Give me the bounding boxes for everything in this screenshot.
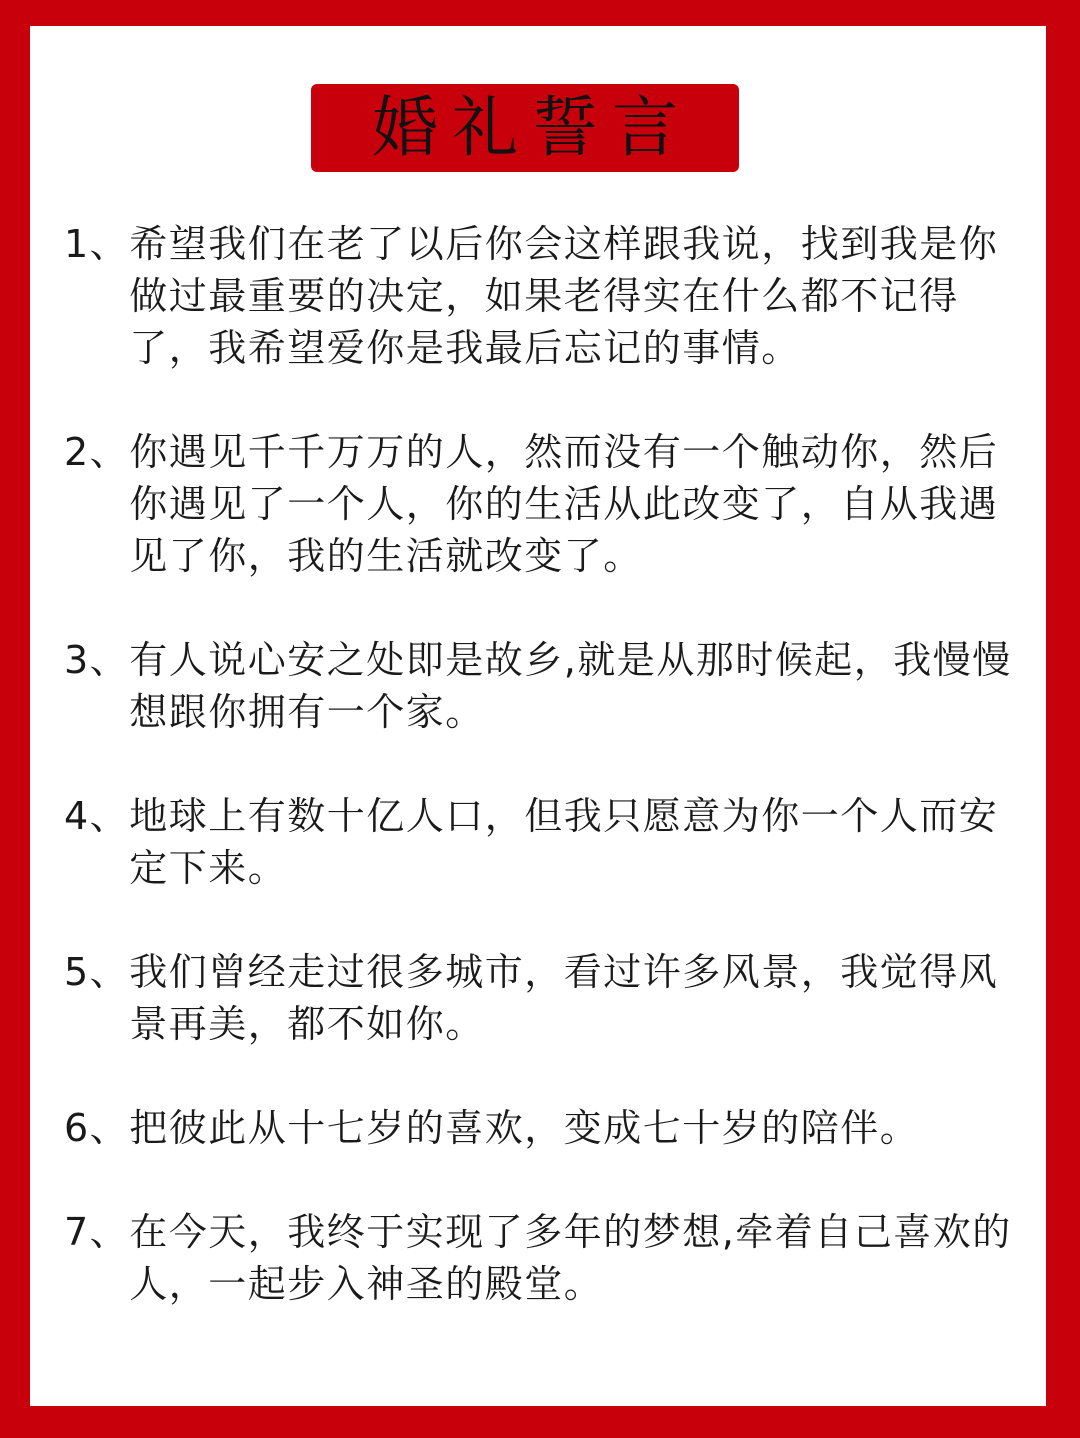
vow-text: 把彼此从十七岁的喜欢，变成七十岁的陪伴。: [129, 1106, 920, 1150]
content-card: [30, 26, 1046, 1406]
vow-number: 1、: [64, 222, 130, 266]
vow-number: 6、: [64, 1106, 130, 1150]
vow-item-7: [64, 1206, 1014, 1310]
page-title: 婚礼誓言: [372, 89, 692, 166]
vow-number: 4、: [64, 794, 130, 838]
vow-text: 我们曾经走过很多城市，看过许多风景，我觉得风景再美，都不如你。: [129, 950, 999, 1046]
vow-item-6: [64, 1102, 1014, 1154]
vow-number: 7、: [64, 1210, 130, 1254]
vow-number: 2、: [64, 430, 130, 474]
vow-item-2: [64, 426, 1014, 582]
vow-number: 3、: [64, 638, 130, 682]
vow-text: 希望我们在老了以后你会这样跟我说，找到我是你做过最重要的决定，如果老得实在什么都不记得了，我希望爱你是我最后忘记的事情。: [129, 222, 999, 370]
vow-number: 5、: [64, 950, 130, 994]
vow-item-3: [64, 634, 1014, 738]
vow-item-5: [64, 946, 1014, 1050]
title-banner: [311, 84, 739, 172]
vow-text: 有人说心安之处即是故乡,就是从那时候起，我慢慢想跟你拥有一个家。: [129, 638, 1012, 734]
vow-text: 在今天，我终于实现了多年的梦想,牵着自己喜欢的人，一起步入神圣的殿堂。: [129, 1210, 1012, 1306]
vow-text: 地球上有数十亿人口，但我只愿意为你一个人而安定下来。: [129, 794, 999, 890]
vow-item-4: [64, 790, 1014, 894]
vow-list: [64, 218, 1014, 1362]
vow-text: 你遇见千千万万的人，然而没有一个触动你，然后你遇见了一个人，你的生活从此改变了，自从我遇见了你，我的生活就改变了。: [129, 430, 999, 578]
vow-item-1: [64, 218, 1014, 374]
